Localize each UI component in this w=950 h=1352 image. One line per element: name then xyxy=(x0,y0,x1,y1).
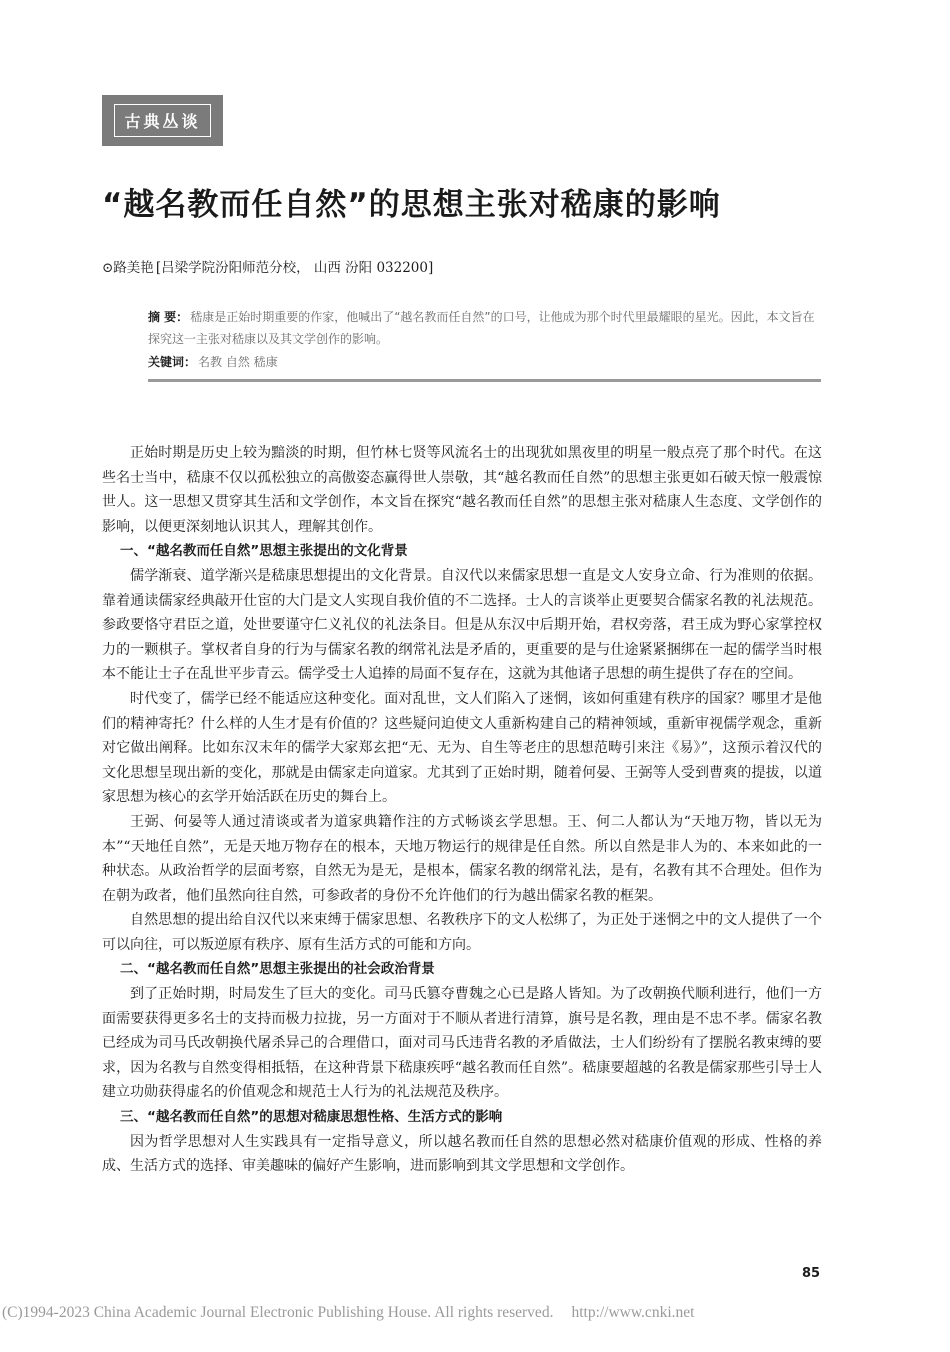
column-tag xyxy=(102,95,223,146)
abstract-text: 嵇康是正始时期重要的作家，他喊出了“越名教而任自然”的口号，让他成为那个时代里最耀眼的星光。因此，本文旨在探究这一主张对嵇康以及其文学创作的影响。 xyxy=(148,310,815,346)
copyright-footer xyxy=(2,1304,948,1322)
section1-paragraph-2: 时代变了，儒学已经不能适应这种变化。面对乱世，文人们陷入了迷惘，该如何重建有秩序的国家？哪里才是他们的精神寄托？什么样的人生才是有价值的？这些疑问迫使文人重新构建自己的精神领域，重新审视儒学观念，重新对它做出阐释。比如东汉末年的儒学大家郑玄把“无、无为、自生等老庄的思想范畴引来注《易》”，这预示着汉代的文化思想呈现出新的变化，那就是由儒家走向道家。尤其到了正始时期，随着何晏、王弼等人受到曹爽的提拔，以道家思想为核心的玄学开始活跃在历史的舞台上。 xyxy=(102,690,822,806)
keywords-label: 关键词： xyxy=(148,355,197,369)
section-heading-1: 一、“越名教而任自然”思想主张提出的文化背景 xyxy=(120,543,408,560)
page-number: 85 xyxy=(802,1266,821,1281)
section-heading-3: 三、“越名教而任自然”的思想对嵇康思想性格、生活方式的影响 xyxy=(120,1109,503,1126)
section1-paragraph-4: 自然思想的提出给自汉代以来束缚于儒家思想、名教秩序下的文人松绑了，为正处于迷惘之中的文人提供了一个可以向往，可以叛逆原有秩序、原有生活方式的可能和方向。 xyxy=(102,912,822,953)
author-name: ⊙路美艳 xyxy=(102,260,154,276)
column-tag-label: 古典丛谈 xyxy=(114,104,210,137)
section3-paragraph-1: 因为哲学思想对人生实践具有一定指导意义，所以越名教而任自然的思想必然对嵇康价值观的形成、性格的养成、生活方式的选择、审美趣味的偏好产生影响，进而影响到其文学思想和文学创作。 xyxy=(102,1133,822,1175)
section1-paragraph-1: 儒学渐衰、道学渐兴是嵇康思想提出的文化背景。自汉代以来儒家思想一直是文人安身立命、行为准则的依据。靠着通读儒家经典敲开仕宦的大门是文人实现自我价值的不二选择。士人的言谈举止更要契合儒家名教的礼法规范。参政要恪守君臣之道，处世要谨守仁义礼仪的礼法条目。但是从东汉中后期开始，君权旁落，君王成为野心家掌控权力的一颗棋子。掌权者自身的行为与儒家名教的纲常礼法是矛盾的，更重要的是与仕途紧紧捆绑在一起的儒学当时根本不能让士子在乱世平步青云。儒学受士人追捧的局面不复存在，这就为其他诸子思想的萌生提供了存在的空间。 xyxy=(102,567,822,683)
abstract-paragraph xyxy=(148,306,820,350)
keywords-text: 名教 自然 嵇康 xyxy=(198,355,278,369)
article-title: “越名教而任自然”的思想主张对嵇康的影响 xyxy=(102,187,721,223)
section-heading-2: 二、“越名教而任自然”思想主张提出的社会政治背景 xyxy=(120,961,435,978)
section2-paragraph-1: 到了正始时期，时局发生了巨大的变化。司马氏篡夺曹魏之心已是路人皆知。为了改朝换代顺利进行，他们一方面需要获得更多名士的支持而极力拉拢，另一方面对于不顺从者进行清算，旗号是名教，理由是不忠不孝。儒家名教已经成为司马氏改朝换代屠杀异己的合理借口，面对司马氏违背名教的矛盾做法，士人们纷纷有了摆脱名教束缚的要求，因为名教与自然变得相抵牾，在这种背景下嵇康疾呼“越名教而任自然”。嵇康要超越的名教是儒家那些引导士人建立功勋获得虚名的价值观念和规范士人行为的礼法规范及秩序。 xyxy=(102,986,822,1101)
intro-paragraph: 正始时期是历史上较为黯淡的时期，但竹林七贤等风流名士的出现犹如黑夜里的明星一般点亮了那个时代。在这些名士当中，嵇康不仅以孤松独立的高傲姿态赢得世人崇敬，其“越名教而任自然”的思想主张更如石破天惊一般震惊世人。这一思想又贯穿其生活和文学创作，本文旨在探究“越名教而任自然”的思想主张对嵇康人生态度、文学创作的影响，以便更深刻地认识其人，理解其创作。 xyxy=(102,445,822,535)
abstract-label: 摘 要： xyxy=(148,310,189,324)
copyright-text: (C)1994-2023 China Academic Journal Electronic Publishing House. All rights reserved. xyxy=(2,1304,554,1321)
author-affiliation: [吕梁学院汾阳师范分校， 山西 汾阳 032200] xyxy=(155,260,434,276)
author-line xyxy=(102,258,433,278)
section1-paragraph-3: 王弼、何晏等人通过清谈或者为道家典籍作注的方式畅谈玄学思想。王、何二人都认为“天地万物，皆以无为本”“天地任自然”，无是天地万物存在的根本，天地万物运行的规律是任自然。所以自然是非人为的、本来如此的一种状态。从政治哲学的层面考察，自然无为是无，是根本，儒家名教的纲常礼法，是有，名教有其不合理处。但作为在朝为政者，他们虽然向往自然，可参政者的身份不允许他们的行为越出儒家名教的框架。 xyxy=(102,813,822,904)
abstract-block xyxy=(148,306,820,373)
cnki-url: http://www.cnki.net xyxy=(571,1304,695,1321)
abstract-divider xyxy=(148,379,821,382)
keywords-line xyxy=(148,351,820,373)
article-body xyxy=(102,441,822,1179)
